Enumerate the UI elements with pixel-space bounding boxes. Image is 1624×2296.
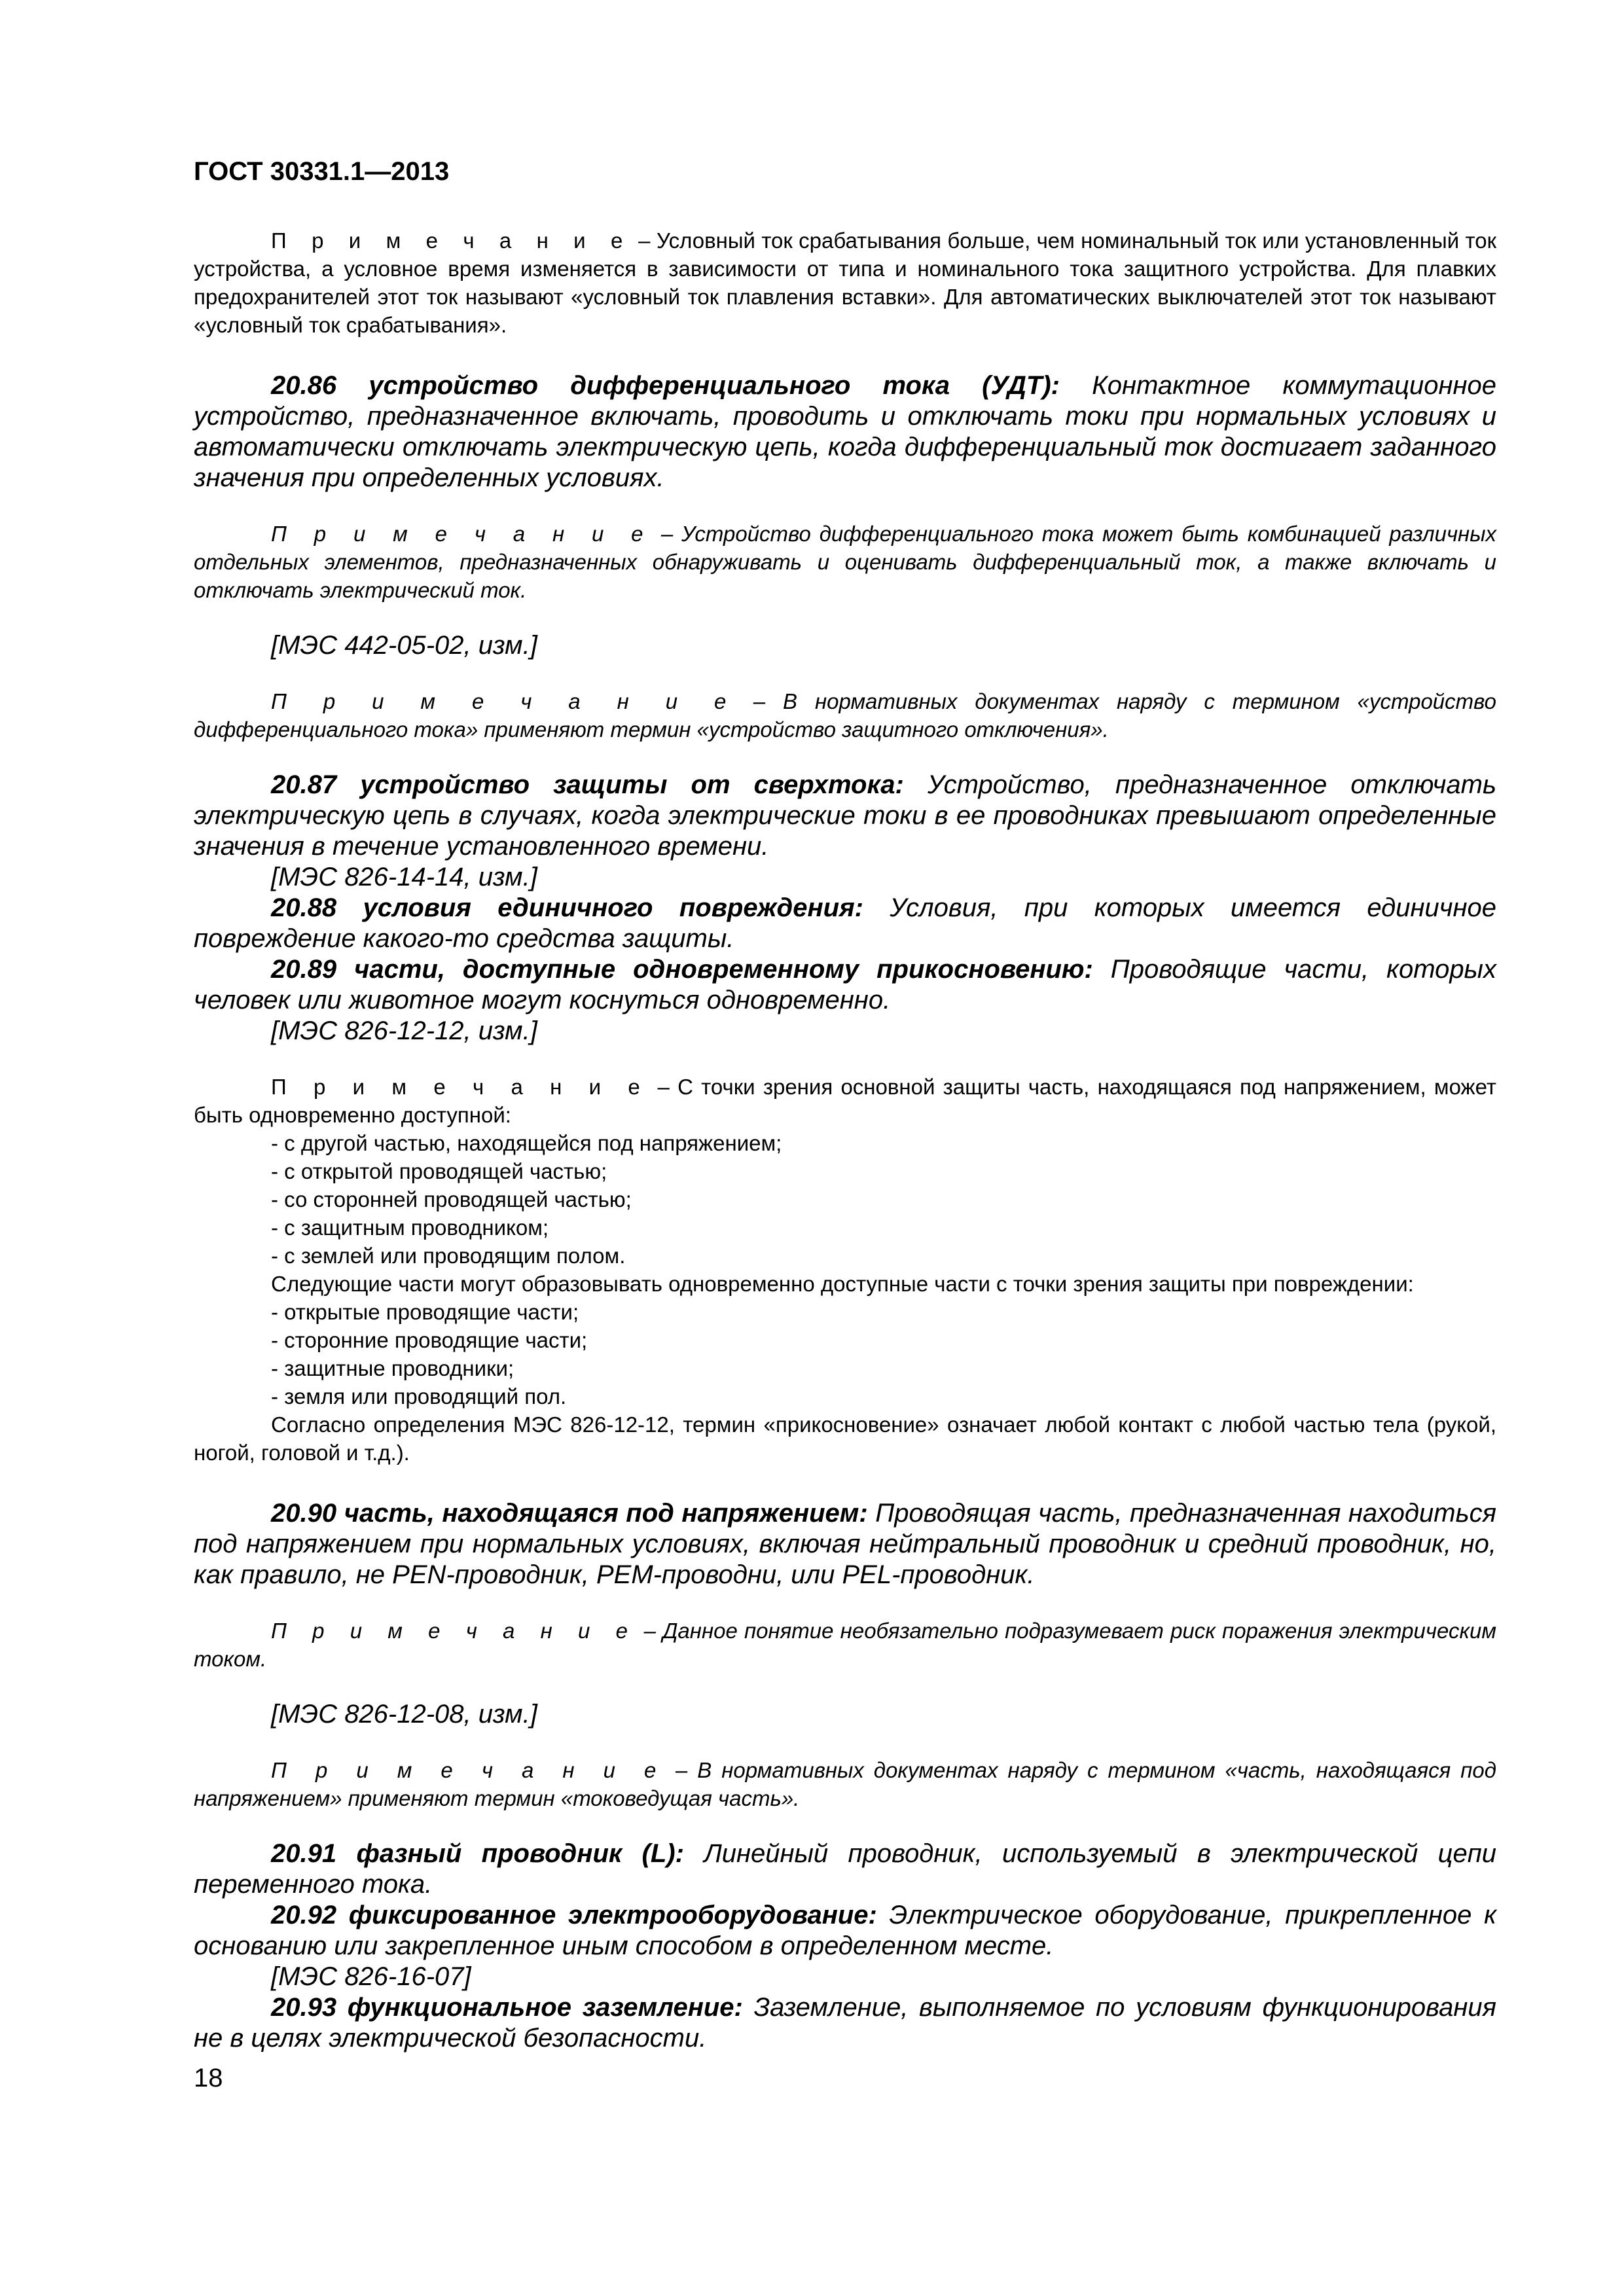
term-definition: Электрическое оборудование, прикрепленное к основанию или закрепленное иным способом в определенном месте. (194, 1901, 1496, 1960)
term-definition: Контактное коммутационное устройство, предназначенное включать, проводить и отключать токи при нормальных условиях и автоматически отключать электрическую цепь, когда дифференциальный ток достигает заданного значения при определенных условиях. (194, 371, 1497, 492)
term-20-93 (194, 1992, 1496, 2054)
reference-mes-826-14-14: [МЭС 826-14-14, изм.] (271, 863, 537, 891)
note-conditional-current (194, 226, 1496, 339)
note-text: – Условный ток срабатывания больше, чем номинальный ток или установленный ток устройства, а условное время изменяется в зависимости от типа и номинального тока защитного устройства. Для плавких предохранителей этот ток называют «условный ток плавления вставки». Для автоматических выключателей этот ток называют «условный ток срабатывания». (194, 228, 1497, 337)
term-20-87 (194, 770, 1496, 862)
list-item: - с открытой проводящей частью; (271, 1159, 607, 1183)
reference-mes-826-16-07: [МЭС 826-16-07] (271, 1962, 471, 1991)
term-title: 20.86 устройство дифференциального тока (УДТ): (271, 371, 1060, 400)
term-20-88 (194, 893, 1496, 954)
note-text: – Данное понятие необязательно подразумевает риск поражения электрическим током. (194, 1619, 1497, 1671)
term-title: 20.90 часть, находящаяся под напряжением: (271, 1499, 868, 1528)
term-title: 20.91 фазный проводник (L): (271, 1839, 684, 1868)
note-label: П р и м е ч а н и е (271, 1619, 638, 1643)
reference-mes-442-05-02: [МЭС 442-05-02, изм.] (271, 631, 537, 660)
note-rcd-synonym (194, 687, 1496, 744)
list-item: - с защитным проводником; (271, 1215, 549, 1240)
note-label: П р и м е ч а н и е (271, 522, 653, 546)
term-title: 20.88 условия единичного повреждения: (271, 893, 863, 922)
list-item: - земля или проводящий пол. (271, 1384, 567, 1408)
list-item: - открытые проводящие части; (271, 1300, 579, 1324)
note-text: – В нормативных документах наряду с термином «часть, находящаяся под напряжением» применяют термин «токоведущая часть». (194, 1758, 1496, 1810)
document-page (194, 131, 1496, 2094)
term-20-90 (194, 1498, 1496, 1590)
term-20-91 (194, 1839, 1496, 1900)
term-20-92 (194, 1900, 1496, 1962)
term-title: 20.93 функциональное заземление: (271, 1993, 743, 2022)
reference-mes-826-12-08: [МЭС 826-12-08, изм.] (271, 1700, 537, 1729)
term-definition: Заземление, выполняемое по условиям функционирования не в целях электрической безопасности. (194, 1993, 1496, 2053)
term-20-86 (194, 370, 1496, 493)
term-definition: Проводящая часть, предназначенная находиться под напряжением при нормальных условиях, включая нейтральный проводник и средний проводник, но, как правило, не PEN-проводник, PEM-проводни, или PEL-проводник. (194, 1499, 1496, 1589)
page-number: 18 (194, 2064, 223, 2092)
note-live-part-synonym (194, 1756, 1496, 1812)
list-item: - сторонние проводящие части; (271, 1328, 588, 1352)
note-label: П р и м е ч а н и е (271, 1758, 666, 1782)
list-item: - защитные проводники; (271, 1356, 514, 1380)
note-paragraph: Следующие части могут образовывать одновременно доступные части с точки зрения защиты при повреждении: (271, 1272, 1414, 1296)
note-simultaneous-access (194, 1073, 1496, 1129)
term-title: 20.89 части, доступные одновременному прикосновению: (271, 955, 1093, 984)
term-title: 20.87 устройство защиты от сверхтока: (271, 770, 904, 799)
term-20-89 (194, 954, 1496, 1016)
note-paragraph: Согласно определения МЭС 826-12-12, термин «прикосновение» означает любой контакт с любой частью тела (рукой, ногой, головой и т.д.). (194, 1412, 1496, 1465)
note-text: – В нормативных документах наряду с термином «устройство дифференциального тока» применяют термин «устройство защитного отключения». (194, 689, 1497, 742)
list-item: - с землей или проводящим полом. (271, 1244, 626, 1268)
note-label: П р и м е ч а н и е (271, 1075, 650, 1099)
list-item: - со сторонней проводящей частью; (271, 1187, 632, 1211)
reference-mes-826-12-12: [МЭС 826-12-12, изм.] (271, 1016, 537, 1045)
note-text: – Устройство дифференциального тока может быть комбинацией различных отдельных элементов, предназначенных обнаруживать и оценивать дифференциальный ток, а также включать и отключать электрический ток. (194, 522, 1496, 602)
term-definition: Условия, при которых имеется единичное повреждение какого-то средства защиты. (194, 893, 1496, 953)
term-definition: Линейный проводник, используемый в электрической цепи переменного тока. (194, 1839, 1497, 1899)
note-text: – С точки зрения основной защиты часть, находящаяся под напряжением, может быть одновременно доступной: (194, 1075, 1496, 1127)
note-shock-risk (194, 1617, 1496, 1673)
note-rcd-elements (194, 520, 1496, 604)
document-header: ГОСТ 30331.1—2013 (194, 157, 450, 186)
note-label: П р и м е ч а н и е (271, 228, 632, 253)
term-definition: Проводящие части, которых человек или животное могут коснуться одновременно. (194, 955, 1496, 1014)
note-label: П р и м е ч а н и е (271, 689, 736, 713)
term-definition: Устройство, предназначенное отключать электрическую цепь в случаях, когда электрические токи в ее проводниках превышают определенные значения в течение установленного времени. (194, 770, 1496, 861)
term-title: 20.92 фиксированное электрооборудование: (271, 1901, 877, 1929)
list-item: - с другой частью, находящейся под напряжением; (271, 1131, 782, 1155)
